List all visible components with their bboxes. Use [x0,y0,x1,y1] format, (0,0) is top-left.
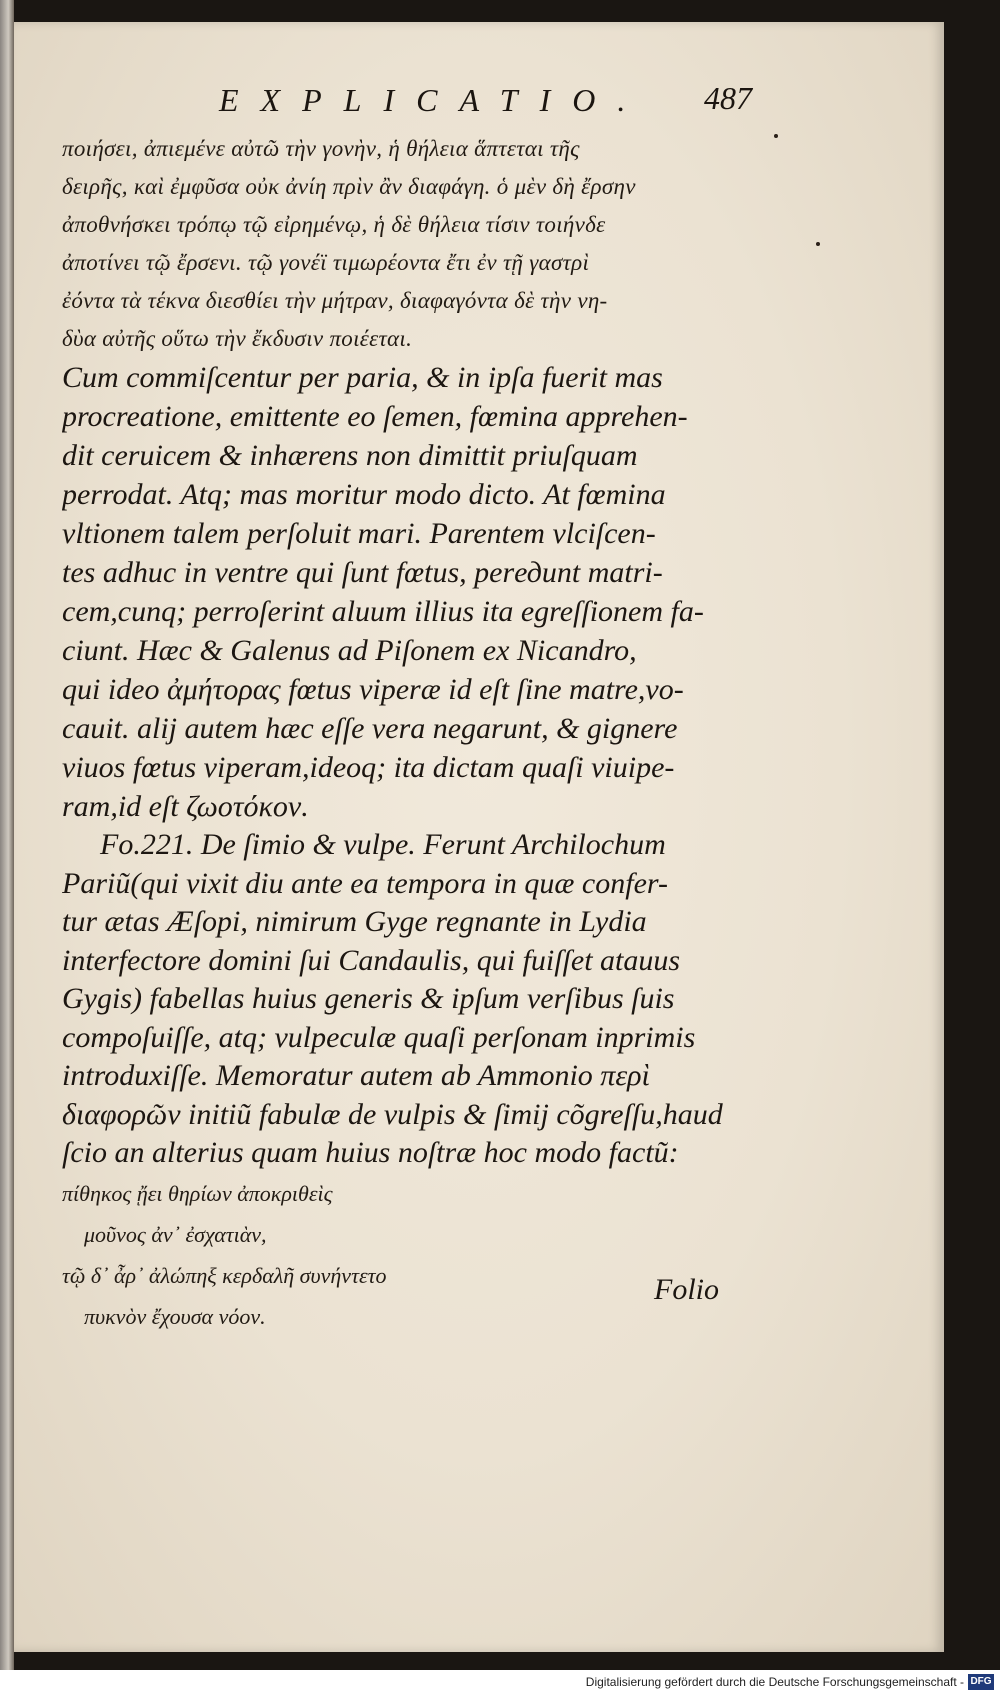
greek-verse [62,1173,767,1337]
greek-passage [62,130,767,358]
text-line: ſcio an alterius quam huius noſtræ hoc modo factũ: [62,1136,679,1169]
text-line: Fo.221. De ſimio & vulpe. Ferunt Archilochum [100,828,666,861]
verse-line: πίθηκος ᾔει θηρίων ἀποκριθεὶς [62,1180,333,1206]
page-number: 487 [704,80,752,116]
verse-line: πυκνὸν ἔχουσα νόον. [84,1303,266,1329]
text-line: perrodat. Atq; mas moritur modo dicto. At fœmina [62,478,666,511]
text-line: introduxiſſe. Memoratur autem ab Ammonio περὶ [62,1059,650,1092]
book-page [14,22,944,1652]
verse-line: μοῦνος ἀν᾽ ἐσχατιὰν, [84,1221,267,1247]
text-line: ciunt. Hæc & Galenus ad Piſonem ex Nicandro, [62,634,637,667]
text-line: Pariũ(qui vixit diu ante ea tempora in quæ confer- [62,866,668,900]
catchword: Folio [654,1273,719,1306]
digitization-credit: Digitalisierung gefördert durch die Deutsche Forschungsgemeinschaft - [585,1675,964,1689]
text-line: ποιήσει, ἀπιεμένε αὐτῶ τὴν γονὴν, ἡ θήλεια ἅπτεται τῆς [62,136,580,161]
text-line: ἀποθνήσκει τρόπῳ τῷ εἰρημένῳ, ἡ δὲ θήλεια τίσιν τοιήνδε [62,212,606,237]
text-line: tes adhuc in ventre qui ſunt fœtus, perедunt matri- [62,556,663,589]
book-edge [0,0,14,1697]
page-header [14,82,944,122]
body-text [62,130,767,1337]
text-line: viuos fœtus viperam,ideoq; ita dictam quaſi viuipe- [62,751,675,784]
latin-passage-1 [62,358,767,826]
footer-bar [0,1670,1000,1697]
text-line: δὺα αὐτῆς οὕτω τὴν ἔκδυσιν ποιέεται. [62,326,413,351]
text-line: qui ideo ἀμήτορας fœtus viperæ id eſt ſine matre,vo- [62,673,684,706]
ink-speck [816,242,820,246]
running-title: EXPLICATIO. [219,82,648,118]
ink-speck [774,134,778,138]
text-line: cauit. alij autem hæc eſſe vera negarunt, & gignere [62,712,678,745]
text-line: dit ceruicem & inhærens non dimittit priuſquam [62,439,638,472]
text-line: tur ætas Æſopi, nimirum Gyge regnante in Lydia [62,905,647,938]
text-line: ἐόντα τὰ τέκνα διεσθίει τὴν μήτραν, διαφαγόντα δὲ τὴν νη- [62,288,608,313]
text-line: cem,cunq; perroſerint aluum illius ita egreſſionem fa- [62,595,704,628]
text-line: διαφορῶν initiũ fabulæ de vulpis & ſimij cõgreſſu,haud [62,1097,723,1131]
text-line: ἀποτίνει τῷ ἔρσενι. τῷ γονέϊ τιμωρέοντα ἔτι ἐν τῇ γαστρὶ [62,250,590,275]
text-line: vltionem talem perſoluit mari. Parentem vlciſcen- [62,517,656,550]
text-line: Gygis) fabellas huius generis & ipſum verſibus ſuis [62,982,675,1015]
text-line: Cum commiſcentur per paria, & in ipſa fuerit mas [62,361,663,394]
dfg-logo: DFG [968,1674,994,1690]
text-line: procreatione, emittente eo ſemen, fœmina apprehen- [62,400,688,433]
verse-line: τῷ δ᾽ ἆρ᾽ ἀλώπηξ κερδαλῆ συνήντετο [62,1262,387,1288]
text-line: interfectore domini ſui Candaulis, qui fuiſſet atauus [62,943,681,977]
text-line: δειρῆς, καὶ ἐμφῦσα οὐκ ἀνίη πρὶν ἂν διαφάγη. ὁ μὲν δὴ ἔρσην [62,174,636,199]
text-line: compoſuiſſe, atq; vulpeculæ quaſi perſonam inprimis [62,1020,696,1054]
latin-passage-2 [62,826,767,1173]
text-line: ram,id eſt ζωοτόκον. [62,790,309,823]
